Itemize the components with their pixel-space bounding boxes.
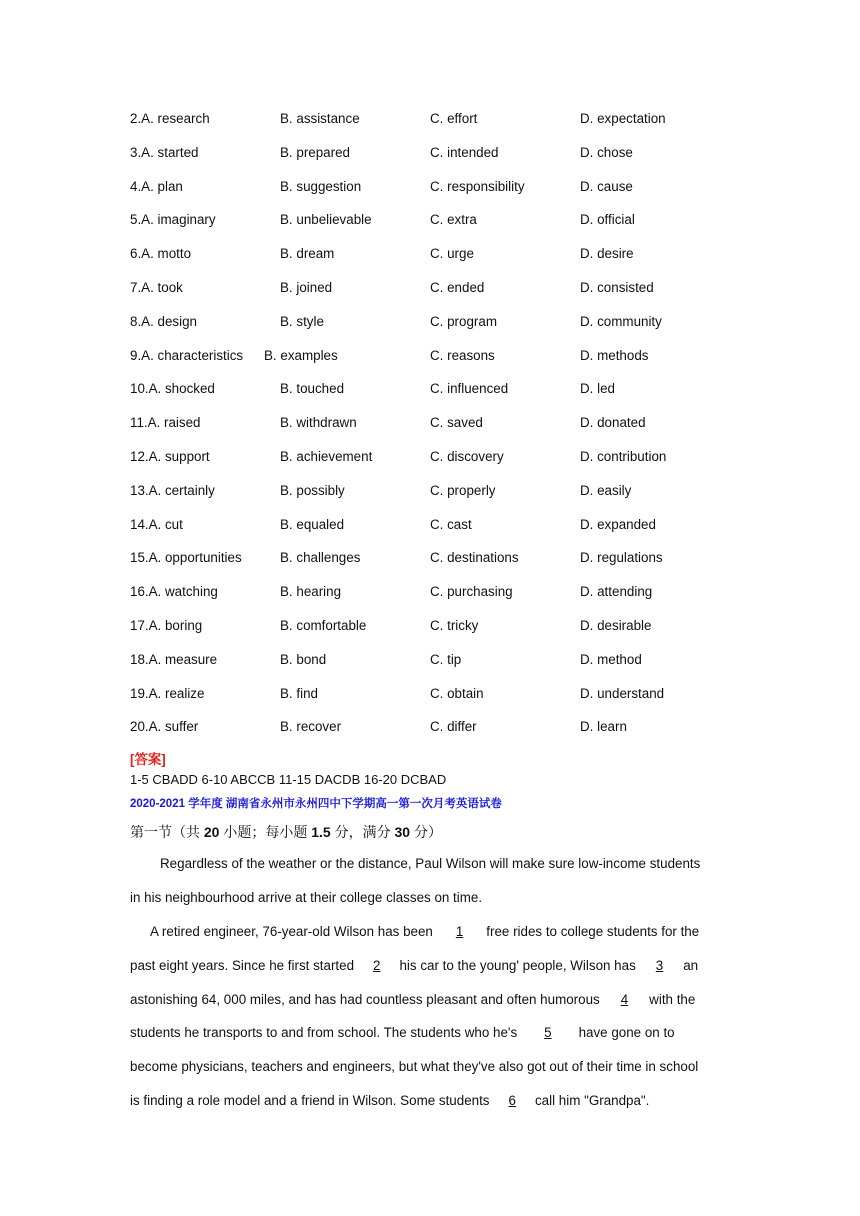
blank-5: 5 [544,1025,552,1041]
option-b: B. achievement [280,448,373,464]
option-c: C. tricky [430,617,479,633]
paragraph-2 [130,924,730,1127]
option-c: C. destinations [430,550,519,566]
option-c: C. differ [430,719,477,735]
option-d: D. desirable [580,617,652,633]
option-c: C. purchasing [430,584,513,600]
options-list [130,111,730,753]
blank-1: 1 [455,924,464,939]
option-c: C. discovery [430,448,504,464]
option-c: C. effort [430,111,478,126]
option-d: D. chose [580,144,633,160]
option-row [130,111,730,145]
option-d: D. official [580,212,635,228]
option-a: 18.A. measure [130,651,218,667]
option-a: 19.A. realize [130,685,205,701]
option-b: B. recover [280,719,342,735]
blank-6: 6 [508,1092,516,1108]
option-d: D. consisted [580,279,654,295]
option-c: C. ended [430,279,485,295]
answer-label: [答案] [130,752,166,767]
option-a: 9.A. characteristics [130,347,244,363]
option-row [130,381,730,415]
section-heading: 第一节（共 20 小题；每小题 1.5 分，满分 30 分） [130,824,442,840]
paragraph-1 [130,856,730,924]
option-d: D. attending [580,584,653,600]
option-a: 16.A. watching [130,584,218,600]
option-d: D. expectation [580,111,666,126]
option-a: 11.A. raised [130,415,201,431]
option-a: 5.A. imaginary [130,212,216,228]
option-b: B. unbelievable [280,212,372,228]
option-row [130,145,730,179]
option-row [130,415,730,449]
option-row [130,246,730,280]
paragraph-line: astonishing 64, 000 miles, and has had countless pleasant and often humorous 4 with the [130,991,696,1007]
option-d: D. donated [580,415,646,431]
option-d: D. understand [580,685,665,701]
option-a: 12.A. support [130,448,210,464]
option-b: B. possibly [280,482,345,498]
option-b: B. hearing [280,584,342,600]
option-c: C. influenced [430,381,509,397]
option-row [130,618,730,652]
option-row [130,314,730,348]
option-d: D. led [580,381,615,397]
option-d: D. community [580,313,662,329]
option-c: C. urge [430,246,474,262]
answer-key: 1-5 CBADD 6-10 ABCCB 11-15 DACDB 16-20 DCBAD [130,772,447,787]
option-b: B. withdrawn [280,415,357,431]
option-a: 4.A. plan [130,178,183,194]
option-a: 17.A. boring [130,617,203,633]
blank-2: 2 [373,957,381,973]
option-d: D. expanded [580,516,656,532]
option-a: 6.A. motto [130,246,192,262]
option-c: C. properly [430,482,496,498]
blank-3: 3 [655,957,664,973]
option-d: D. methods [580,347,649,363]
option-d: D. learn [580,719,627,735]
option-row [130,719,730,753]
source-title: 2020-2021 学年度 湖南省永州市永州四中下学期高一第一次月考英语试卷 [130,798,502,810]
option-c: C. reasons [430,347,495,363]
option-b: B. prepared [280,144,350,160]
option-row [130,584,730,618]
option-row [130,550,730,584]
option-d: D. easily [580,482,632,498]
paragraph-line: is finding a role model and a friend in Wilson. Some students 6 call him "Grandpa". [130,1092,650,1108]
option-a: 3.A. started [130,144,199,160]
option-c: C. intended [430,144,499,160]
option-b: B. comfortable [280,617,367,633]
option-row [130,449,730,483]
paragraph-line: become physicians, teachers and engineers, but what they've also got out of their time in school [130,1059,699,1075]
option-c: C. responsibility [430,178,525,194]
option-d: D. regulations [580,550,663,566]
option-a: 10.A. shocked [130,381,215,397]
option-a: 8.A. design [130,313,197,329]
option-row [130,652,730,686]
option-b: B. examples [264,347,338,363]
option-c: C. cast [430,516,472,532]
option-row [130,280,730,314]
option-b: B. bond [280,651,327,667]
option-row [130,348,730,382]
option-d: D. method [580,651,642,667]
option-a: 14.A. cut [130,516,183,532]
paragraph-line: in his neighbourhood arrive at their college classes on time. [130,889,483,905]
option-c: C. obtain [430,685,484,701]
option-row [130,179,730,213]
option-b: B. style [280,313,324,329]
option-d: D. contribution [580,448,667,464]
option-a: 13.A. certainly [130,482,215,498]
option-row [130,483,730,517]
option-d: D. desire [580,246,634,262]
option-a: 2.A. research [130,111,210,126]
paragraph-line: Regardless of the weather or the distance, Paul Wilson will make sure low-income students [160,856,701,871]
option-c: C. tip [430,651,462,667]
option-b: B. joined [280,279,333,295]
option-b: B. find [280,685,318,701]
option-b: B. suggestion [280,178,362,194]
option-b: B. touched [280,381,345,397]
option-b: B. challenges [280,550,361,566]
option-row [130,212,730,246]
paragraph-line: past eight years. Since he first started 2 his car to the young' people, Wilson has 3 an [130,957,699,973]
option-row [130,686,730,720]
option-a: 7.A. took [130,279,183,295]
option-a: 20.A. suffer [130,719,199,735]
option-d: D. cause [580,178,633,194]
paragraph-line: A retired engineer, 76-year-old Wilson has been 1 free rides to college students for the [150,924,700,939]
option-c: C. saved [430,415,483,431]
option-b: B. dream [280,246,335,262]
option-b: B. equaled [280,516,345,532]
option-c: C. extra [430,212,477,228]
option-a: 15.A. opportunities [130,550,242,566]
blank-4: 4 [620,991,629,1007]
paragraph-line: students he transports to and from school. The students who he's 5 have gone on to [130,1025,675,1041]
option-c: C. program [430,313,497,329]
option-b: B. assistance [280,111,360,126]
option-row [130,517,730,551]
